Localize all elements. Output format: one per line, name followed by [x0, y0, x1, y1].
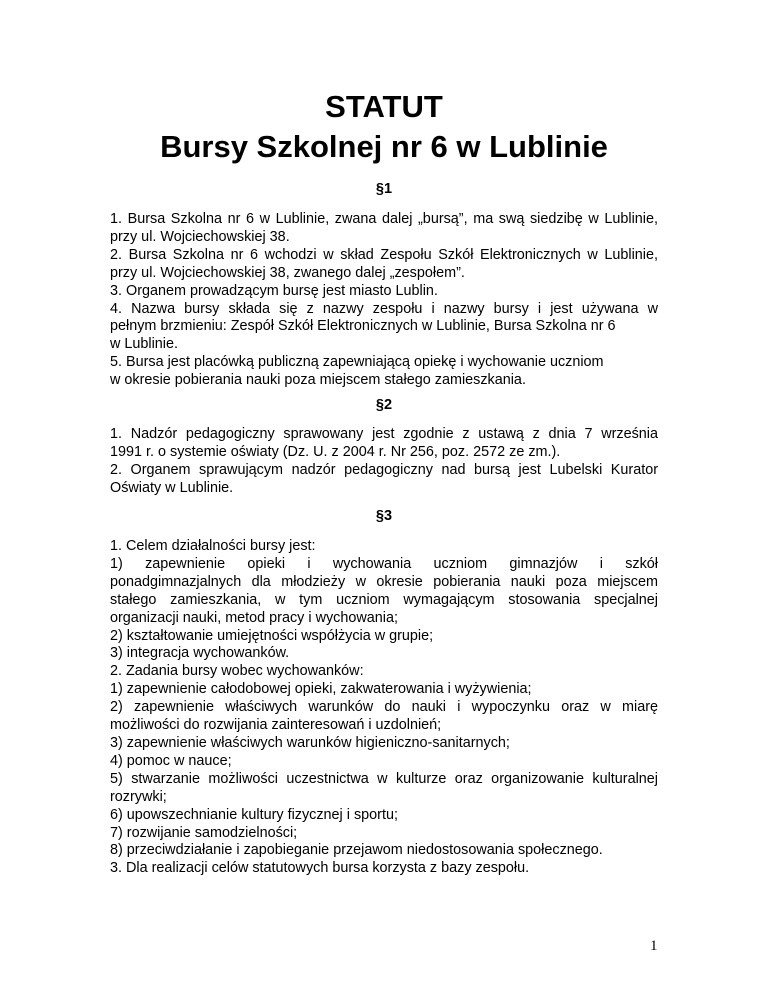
- paragraph-line: Oświaty w Lublinie.: [110, 479, 234, 496]
- paragraph-line: 8) przeciwdziałanie i zapobieganie przejawom niedostosowania społecznego.: [110, 842, 603, 859]
- paragraph-line: 1. Celem działalności bursy jest:: [110, 538, 316, 554]
- paragraph-line: 3. Dla realizacji celów statutowych bursa korzysta z bazy zespołu.: [110, 860, 530, 877]
- paragraph-line: 2) kształtowanie umiejętności współżycia w grupie;: [110, 627, 434, 644]
- paragraph-line: 5) stwarzanie możliwości uczestnictwa w kulturze oraz organizowanie kulturalnej: [110, 770, 658, 787]
- paragraph-line: w okresie pobierania nauki poza miejscem stałego zamieszkania.: [110, 372, 526, 389]
- section-2-heading: §2: [375, 397, 393, 413]
- paragraph-line: w Lublinie.: [110, 336, 178, 353]
- paragraph-line: 3) zapewnienie właściwych warunków higieniczno-sanitarnych;: [110, 734, 510, 751]
- document-subtitle: Bursy Szkolnej nr 6 w Lublinie: [160, 129, 608, 164]
- paragraph-line: przy ul. Wojciechowskiej 38, zwanego dalej „zespołem”.: [110, 264, 465, 281]
- paragraph-line: 5. Bursa jest placówką publiczną zapewniającą opiekę i wychowanie uczniom: [110, 354, 604, 371]
- paragraph-line: przy ul. Wojciechowskiej 38.: [110, 228, 290, 245]
- paragraph-line: 2. Zadania bursy wobec wychowanków:: [110, 663, 364, 680]
- paragraph-line: pełnym brzmieniu: Zespół Szkół Elektronicznych w Lublinie, Bursa Szkolna nr 6: [110, 318, 616, 335]
- section-1-body: [110, 211, 658, 390]
- paragraph-line: możliwości do rozwijania zainteresowań i uzdolnień;: [110, 717, 442, 734]
- section-3-heading: §3: [375, 508, 393, 524]
- paragraph-line: 1) zapewnienie opieki i wychowania uczniom gimnazjów i szkół: [110, 555, 658, 572]
- paragraph-line: organizacji nauki, metod pracy i wychowania;: [110, 609, 398, 626]
- page-number: 1: [650, 938, 658, 954]
- paragraph-line: 1) zapewnienie całodobowej opieki, zakwaterowania i wyżywienia;: [110, 681, 532, 698]
- paragraph-line: rozrywki;: [110, 788, 167, 805]
- paragraph-line: 3) integracja wychowanków.: [110, 645, 290, 662]
- section-3-body: [110, 538, 658, 878]
- section-2-body: [110, 426, 658, 498]
- paragraph-line: 4. Nazwa bursy składa się z nazwy zespołu i nazwy bursy i jest używana w: [110, 300, 658, 317]
- paragraph-line: ponadgimnazjalnych dla młodzieży w okresie pobierania nauki poza miejscem: [110, 573, 658, 590]
- paragraph-line: 4) pomoc w nauce;: [110, 752, 232, 769]
- paragraph-line: stałego zamieszkania, w tym uczniom wymagającym stosowania specjalnej: [110, 591, 658, 608]
- paragraph-line: 1991 r. o systemie oświaty (Dz. U. z 2004 r. Nr 256, poz. 2572 ze zm.).: [110, 443, 561, 460]
- paragraph-line: 2) zapewnienie właściwych warunków do nauki i wypoczynku oraz w miarę: [110, 699, 658, 716]
- paragraph-line: 1. Bursa Szkolna nr 6 w Lublinie, zwana dalej „bursą”, ma swą siedzibę w Lublinie,: [110, 211, 658, 227]
- paragraph-line: 2. Bursa Szkolna nr 6 wchodzi w skład Zespołu Szkół Elektronicznych w Lublinie,: [110, 246, 658, 263]
- paragraph-line: 2. Organem sprawującym nadzór pedagogiczny nad bursą jest Lubelski Kurator: [110, 461, 658, 478]
- document-title: STATUT: [325, 89, 443, 124]
- paragraph-line: 7) rozwijanie samodzielności;: [110, 824, 298, 841]
- paragraph-line: 3. Organem prowadzącym bursę jest miasto Lublin.: [110, 282, 438, 299]
- paragraph-line: 6) upowszechnianie kultury fizycznej i sportu;: [110, 806, 398, 823]
- section-1-heading: §1: [375, 181, 393, 197]
- paragraph-line: 1. Nadzór pedagogiczny sprawowany jest zgodnie z ustawą z dnia 7 września: [110, 426, 658, 442]
